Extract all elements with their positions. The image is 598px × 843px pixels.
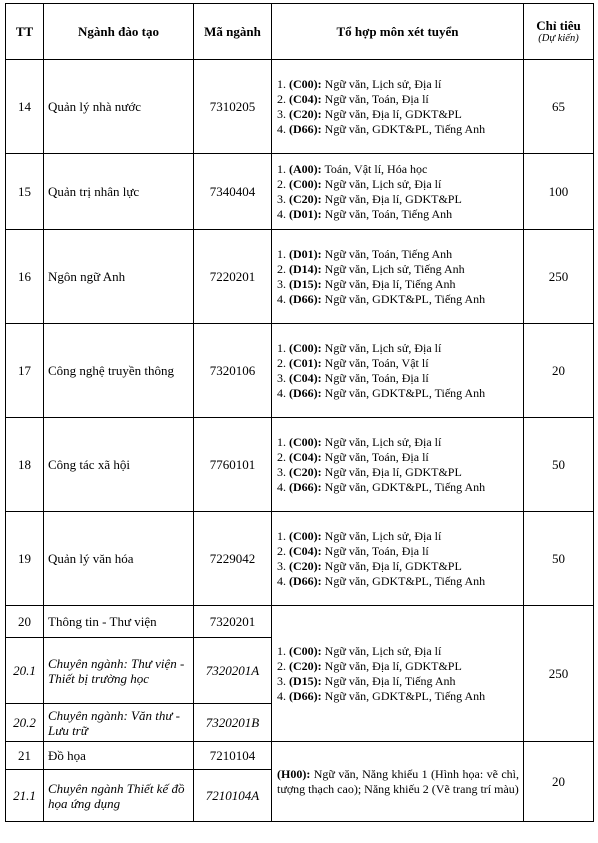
combo-code: (C00):: [289, 643, 322, 658]
combo-line: [277, 92, 519, 107]
combo-index: 3.: [277, 558, 289, 573]
combo-line: [277, 107, 519, 122]
row-major-name: Quản lý nhà nước: [44, 60, 194, 154]
combo-code: (C04):: [289, 449, 322, 464]
combo-subjects: Ngữ văn, Địa lí, GDKT&PL: [321, 464, 462, 479]
combo-line: [277, 559, 519, 574]
combo-subjects: Ngữ văn, Địa lí, Tiếng Anh: [321, 673, 456, 688]
combo-code: (D66):: [289, 479, 322, 494]
row-tt: 20.2: [6, 704, 44, 742]
combo-code: (C20):: [289, 191, 322, 206]
table-row: [6, 324, 594, 418]
row-major-code: 7210104A: [194, 770, 272, 822]
row-major-name: Ngôn ngữ Anh: [44, 230, 194, 324]
combo-code: (C00):: [289, 528, 322, 543]
combo-subjects: Ngữ văn, Địa lí, GDKT&PL: [321, 558, 462, 573]
combo-line: [277, 356, 519, 371]
combo-line: [277, 192, 519, 207]
table-body: [6, 60, 594, 822]
row-major-code: 7310205: [194, 60, 272, 154]
row-major-name: Công nghệ truyền thông: [44, 324, 194, 418]
combo-code: (D66):: [289, 291, 322, 306]
row-tt: 21: [6, 742, 44, 770]
combo-line: [277, 644, 519, 659]
combo-cell: [272, 742, 524, 822]
combo-subjects: Toán, Vật lí, Hóa học: [321, 161, 428, 176]
header-tt: TT: [6, 4, 44, 60]
combo-cell: [272, 418, 524, 512]
row-major-name: Chuyên ngành: Thư viện - Thiết bị trường học: [44, 638, 194, 704]
combo-code: (D15):: [289, 673, 322, 688]
combo-index: 1.: [277, 340, 289, 355]
row-quota: 50: [524, 512, 594, 606]
combo-line: [277, 689, 519, 704]
combo-cell: [272, 154, 524, 230]
combo-index: 3.: [277, 276, 289, 291]
row-major-code: 7320106: [194, 324, 272, 418]
combo-code: (A00):: [289, 161, 322, 176]
row-tt: 18: [6, 418, 44, 512]
table-row: [6, 606, 594, 638]
table-row: [6, 60, 594, 154]
combo-code: (D66):: [289, 121, 322, 136]
combo-code: (C00):: [289, 340, 322, 355]
row-tt: 20: [6, 606, 44, 638]
table-row: [6, 230, 594, 324]
combo-line: [277, 371, 519, 386]
combo-index: 3.: [277, 191, 289, 206]
combo-subjects: Ngữ văn, Lịch sử, Địa lí: [321, 528, 442, 543]
combo-line: [277, 529, 519, 544]
combo-subjects: Ngữ văn, Toán, Địa lí: [321, 370, 429, 385]
row-major-code: 7210104: [194, 742, 272, 770]
row-quota: 250: [524, 230, 594, 324]
combo-subjects: Ngữ văn, GDKT&PL, Tiếng Anh: [321, 291, 486, 306]
combo-line: [277, 122, 519, 137]
combo-index: 2.: [277, 449, 289, 464]
combo-index: 4.: [277, 291, 289, 306]
combo-line: [277, 277, 519, 292]
row-major-name: Thông tin - Thư viện: [44, 606, 194, 638]
combo-subjects: Ngữ văn, Địa lí, Tiếng Anh: [321, 276, 456, 291]
combo-line: [277, 247, 519, 262]
combo-index: 4.: [277, 121, 289, 136]
row-quota: 65: [524, 60, 594, 154]
table-row: [6, 154, 594, 230]
combo-line: [277, 659, 519, 674]
combo-index: 2.: [277, 261, 289, 276]
row-major-code: 7760101: [194, 418, 272, 512]
combo-cell: [272, 230, 524, 324]
row-tt: 16: [6, 230, 44, 324]
combo-line: [277, 435, 519, 450]
row-tt: 17: [6, 324, 44, 418]
row-tt: 19: [6, 512, 44, 606]
combo-index: 1.: [277, 434, 289, 449]
row-major-code: 7220201: [194, 230, 272, 324]
combo-index: 4.: [277, 206, 289, 221]
row-major-name: Chuyên ngành Thiết kế đồ họa ứng dụng: [44, 770, 194, 822]
combo-code: (C01):: [289, 355, 322, 370]
combo-subjects: Ngữ văn, GDKT&PL, Tiếng Anh: [321, 573, 486, 588]
combo-subjects: Ngữ văn, Toán, Địa lí: [321, 543, 429, 558]
combo-line: [277, 262, 519, 277]
row-quota: 20: [524, 742, 594, 822]
combo-code: (D14):: [289, 261, 322, 276]
header-quota: [524, 4, 594, 60]
combo-line: [277, 162, 519, 177]
combo-subjects: Ngữ văn, Lịch sử, Địa lí: [321, 176, 442, 191]
combo-subjects: Ngữ văn, Toán, Địa lí: [321, 449, 429, 464]
header-code: Mã ngành: [194, 4, 272, 60]
combo-subjects: Ngữ văn, Lịch sử, Địa lí: [321, 76, 442, 91]
combo-index: 3.: [277, 106, 289, 121]
header-row: [6, 4, 594, 60]
combo-code: (C04):: [289, 370, 322, 385]
combo-index: 1.: [277, 161, 289, 176]
combo-code: (D01):: [289, 206, 322, 221]
combo-subjects: Ngữ văn, GDKT&PL, Tiếng Anh: [321, 121, 486, 136]
row-quota: 50: [524, 418, 594, 512]
table-row: [6, 418, 594, 512]
combo-subjects: Ngữ văn, Lịch sử, Địa lí: [321, 643, 442, 658]
combo-line: [277, 544, 519, 559]
combo-subjects: Ngữ văn, Toán, Tiếng Anh: [321, 206, 453, 221]
combo-index: 3.: [277, 464, 289, 479]
combo-code: (C04):: [289, 91, 322, 106]
combo-code: (H00):: [277, 766, 311, 781]
combo-code: (D66):: [289, 688, 322, 703]
header-combos: Tổ hợp môn xét tuyển: [272, 4, 524, 60]
combo-index: 1.: [277, 643, 289, 658]
combo-cell: [272, 60, 524, 154]
combo-index: 2.: [277, 658, 289, 673]
combo-code: (C04):: [289, 543, 322, 558]
combo-line: [277, 450, 519, 465]
combo-subjects: Ngữ văn, Lịch sử, Địa lí: [321, 340, 442, 355]
combo-index: 2.: [277, 176, 289, 191]
combo-subjects: Ngữ văn, Địa lí, GDKT&PL: [321, 191, 462, 206]
combo-subjects: Ngữ văn, Địa lí, GDKT&PL: [321, 106, 462, 121]
row-quota: 250: [524, 606, 594, 742]
combo-subjects: Ngữ văn, Toán, Vật lí: [321, 355, 429, 370]
row-major-name: Quản trị nhân lực: [44, 154, 194, 230]
admission-table: [5, 3, 594, 822]
row-tt: 15: [6, 154, 44, 230]
combo-index: 3.: [277, 370, 289, 385]
row-tt: 20.1: [6, 638, 44, 704]
combo-code: (C20):: [289, 464, 322, 479]
table-row: [6, 512, 594, 606]
combo-subjects: Ngữ văn, Lịch sử, Địa lí: [321, 434, 442, 449]
combo-index: 1.: [277, 76, 289, 91]
row-major-code: 7320201: [194, 606, 272, 638]
combo-code: (C20):: [289, 658, 322, 673]
combo-code: (D66):: [289, 573, 322, 588]
combo-line: [277, 465, 519, 480]
header-major: Ngành đào tạo: [44, 4, 194, 60]
row-major-code: 7340404: [194, 154, 272, 230]
combo-subjects: Ngữ văn, Năng khiếu 1 (Hình họa: vẽ chì, tượng thạch cao); Năng khiếu 2 (Vẽ trang trí màu): [277, 766, 519, 796]
table-row: [6, 742, 594, 770]
row-quota: 20: [524, 324, 594, 418]
combo-index: 2.: [277, 355, 289, 370]
combo-line: [277, 574, 519, 589]
combo-subjects: Ngữ văn, GDKT&PL, Tiếng Anh: [321, 385, 486, 400]
combo-index: 3.: [277, 673, 289, 688]
combo-subjects: Ngữ văn, GDKT&PL, Tiếng Anh: [321, 688, 486, 703]
combo-code: (C00):: [289, 434, 322, 449]
row-major-code: 7320201B: [194, 704, 272, 742]
combo-line: [277, 177, 519, 192]
row-major-name: Chuyên ngành: Văn thư - Lưu trữ: [44, 704, 194, 742]
combo-line: [277, 341, 519, 356]
combo-index: 4.: [277, 688, 289, 703]
header-quota-label: Chỉ tiêu: [536, 18, 581, 33]
row-tt: 21.1: [6, 770, 44, 822]
combo-cell: [272, 512, 524, 606]
combo-subjects: Ngữ văn, Địa lí, GDKT&PL: [321, 658, 462, 673]
combo-code: (C00):: [289, 176, 322, 191]
combo-line: [277, 207, 519, 222]
combo-index: 1.: [277, 246, 289, 261]
combo-cell: [272, 606, 524, 742]
combo-line: [277, 480, 519, 495]
combo-index: 4.: [277, 479, 289, 494]
admission-table-container: [5, 3, 594, 822]
combo-line: [277, 674, 519, 689]
combo-code: (D15):: [289, 276, 322, 291]
combo-index: 4.: [277, 573, 289, 588]
combo-code: (C20):: [289, 106, 322, 121]
combo-subjects: Ngữ văn, GDKT&PL, Tiếng Anh: [321, 479, 486, 494]
combo-line: [277, 386, 519, 401]
combo-code: (D66):: [289, 385, 322, 400]
combo-index: 1.: [277, 528, 289, 543]
combo-cell: [272, 324, 524, 418]
row-tt: 14: [6, 60, 44, 154]
combo-index: 2.: [277, 543, 289, 558]
combo-line: [277, 77, 519, 92]
combo-subjects: Ngữ văn, Lịch sử, Tiếng Anh: [321, 261, 465, 276]
combo-code: (D01):: [289, 246, 322, 261]
row-major-code: 7320201A: [194, 638, 272, 704]
combo-subjects: Ngữ văn, Toán, Tiếng Anh: [321, 246, 453, 261]
combo-index: 2.: [277, 91, 289, 106]
row-major-code: 7229042: [194, 512, 272, 606]
row-major-name: Quản lý văn hóa: [44, 512, 194, 606]
row-major-name: Công tác xã hội: [44, 418, 194, 512]
combo-subjects: Ngữ văn, Toán, Địa lí: [321, 91, 429, 106]
combo-code: (C20):: [289, 558, 322, 573]
combo-line: [277, 292, 519, 307]
header-quota-note: (Dự kiến): [538, 33, 579, 44]
combo-index: 4.: [277, 385, 289, 400]
row-quota: 100: [524, 154, 594, 230]
combo-code: (C00):: [289, 76, 322, 91]
row-major-name: Đồ họa: [44, 742, 194, 770]
